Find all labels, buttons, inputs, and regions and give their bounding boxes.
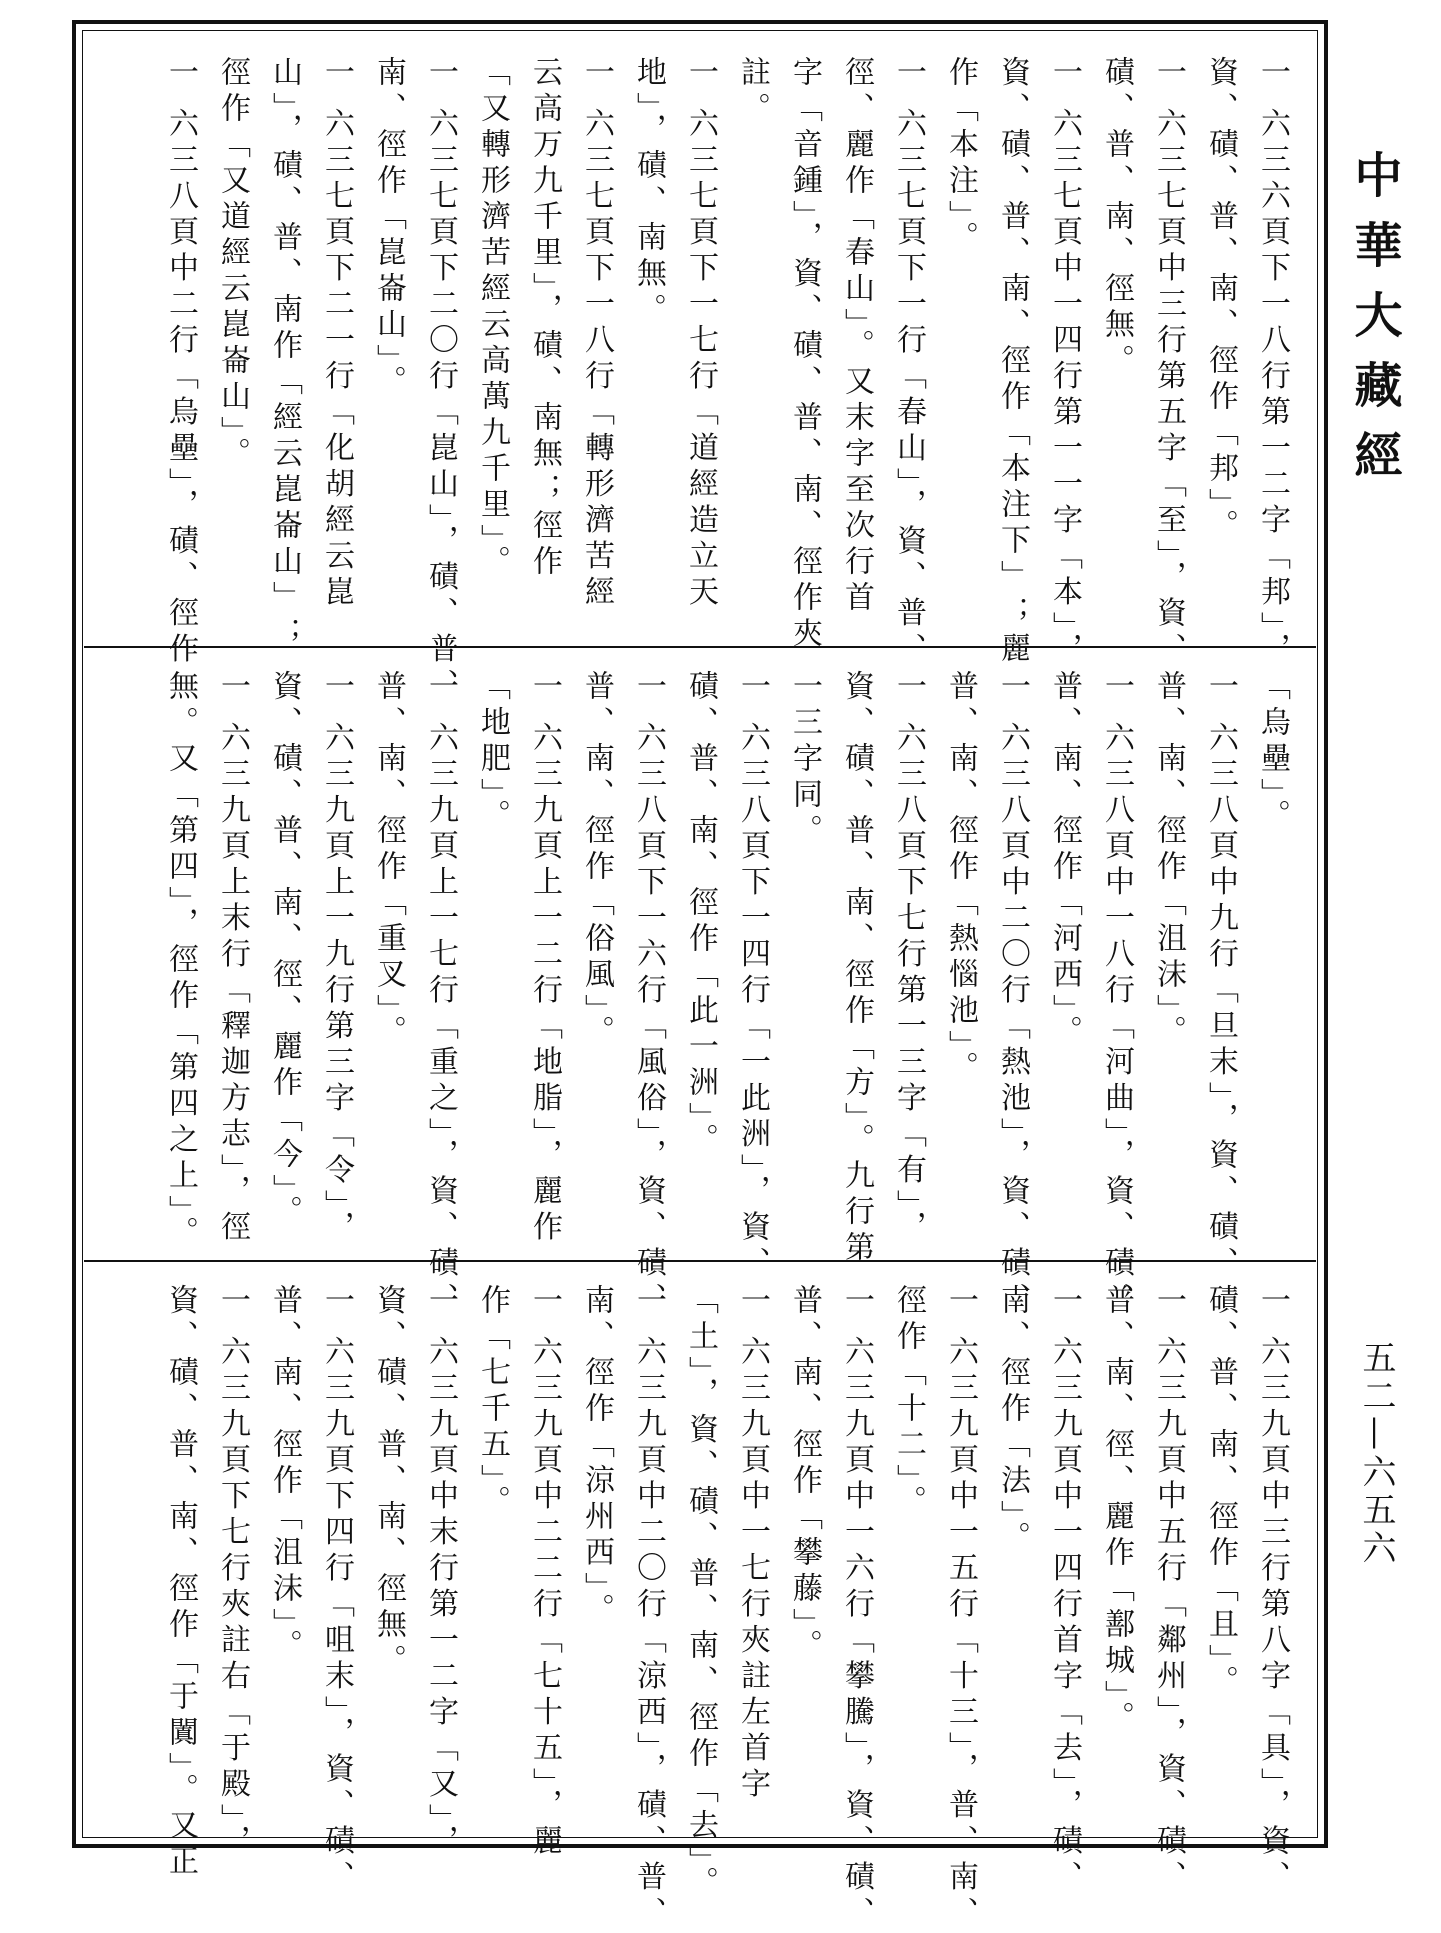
text-column: 一 六三九頁中五行「鄰州」，資、磧、: [1151, 1284, 1186, 1897]
text-column: 磧、普、南、徑作「此一洲」。: [683, 670, 718, 1159]
text-column: 普、南、徑作「攀藤」。: [787, 1284, 822, 1665]
sutra-title: 中華大藏經: [1346, 150, 1402, 500]
text-column: 一 六三八頁中一八行「河曲」，資、磧、: [1099, 670, 1134, 1319]
text-column: 地」，磧、南無。: [631, 56, 666, 329]
text-column: 作「本注」。: [943, 56, 978, 257]
text-column: 一 六三八頁中九行「旦末」，資、磧、: [1203, 670, 1238, 1283]
text-column: 一 六三九頁上一二行「地脂」，麗作: [527, 670, 562, 1247]
text-column: 「烏壘」。: [1255, 670, 1290, 835]
text-column: 資、磧、普、南、徑作「邦」。: [1203, 56, 1238, 545]
register-bottom: [84, 1260, 1316, 1933]
text-column: 一 六三七頁中三行第五字「至」，資、: [1151, 56, 1186, 669]
page-frame: [72, 20, 1328, 1933]
text-column: 一 六三九頁中三行第八字「具」，資、: [1255, 1284, 1290, 1897]
text-column: 一 六三七頁下一八行「轉形濟苦經: [579, 56, 614, 612]
text-column: 一 六三九頁上一九行第三字「令」，: [319, 670, 354, 1247]
text-column: 普、南、徑作「俗風」。: [579, 670, 614, 1051]
text-column: 一 六三八頁中二〇行「熱池」，資、磧、: [995, 670, 1030, 1319]
text-column: 一 六三九頁中一五行「十三」，普、南、: [943, 1284, 978, 1933]
text-column: 普、南、徑、麗作「鄯城」。: [1099, 1284, 1134, 1737]
column-group: [154, 56, 1298, 705]
text-column: 一 六三八頁下一四行「一此洲」，資、: [735, 670, 770, 1283]
text-column: 「又轉形濟苦經云高萬九千里」。: [475, 56, 510, 581]
text-column: 一 六三九頁中二二行「七十五」，麗: [527, 1284, 562, 1861]
text-column: 一 六三七頁中一四行第一一字「本」，: [1047, 56, 1082, 669]
text-column: 一 六三七頁下二〇行「崑山」，磧、普、: [423, 56, 458, 705]
text-column: 一 六三八頁中二行「烏壘」，磧、徑作: [163, 56, 198, 669]
register-middle: [84, 646, 1316, 1319]
text-column: 普、南、徑作「沮沫」。: [1151, 670, 1186, 1051]
text-column: 山」，磧、普、南作「經云崑崙山」；: [267, 56, 302, 653]
text-column: 一 六三八頁下一六行「風俗」，資、磧、: [631, 670, 666, 1319]
text-column: 一 六三七頁下二一行「化胡經云崑: [319, 56, 354, 612]
text-column: 字「音鍾」，資、磧、普、南、徑作夾: [787, 56, 822, 653]
text-column: 普、南、徑作「熱惱池」。: [943, 670, 978, 1087]
text-column: 一 六三九頁中二〇行「涼西」，磧、普、: [631, 1284, 666, 1933]
text-column: 南、徑作「法」。: [995, 1284, 1030, 1557]
text-column: 資、磧、普、南、徑、麗作「今」。: [267, 670, 302, 1231]
text-column: 一 六三七頁下一行「春山」，資、普、: [891, 56, 926, 669]
text-column: 一 六三七頁下一七行「道經造立天: [683, 56, 718, 612]
text-column: 無。又「第四」，徑作「第四之上」。: [163, 670, 198, 1252]
column-group: [154, 670, 1298, 1319]
text-column: 南、徑作「崑崙山」。: [371, 56, 406, 401]
text-column: 一三字同。: [787, 670, 822, 850]
text-column: 一 六三九頁下七行夾註右「于殿」，: [215, 1284, 250, 1861]
column-group: [154, 1284, 1298, 1933]
text-column: 資、磧、普、南、徑作「本注下」；麗: [995, 56, 1030, 668]
text-column: 云高万九千里」，磧、南無；徑作: [527, 56, 562, 581]
text-column: 「土」，資、磧、普、南、徑作「去」。: [683, 1284, 718, 1902]
text-column: 一 六三九頁中一四行首字「去」，磧、: [1047, 1284, 1082, 1897]
text-column: 註。: [735, 56, 770, 128]
page-number: 五二—六五六: [1356, 1340, 1396, 1568]
text-column: 磧、普、南、徑無。: [1099, 56, 1134, 380]
text-column: 一 六三八頁下七行第一三字「有」，: [891, 670, 926, 1247]
text-column: 南、徑作「涼州西」。: [579, 1284, 614, 1629]
text-column: 一 六三九頁中末行第一二字「又」，: [423, 1284, 458, 1861]
text-column: 「地肥」。: [475, 670, 510, 835]
register-top: [84, 34, 1316, 705]
text-column: 徑作「又道經云崑崙山」。: [215, 56, 250, 473]
text-column: 一 六三九頁中一六行「攀騰」，資、磧、: [839, 1284, 874, 1933]
text-column: 普、南、徑作「河西」。: [1047, 670, 1082, 1051]
text-column: 資、磧、普、南、徑作「于闐」。又正: [163, 1284, 198, 1881]
text-column: 一 六三九頁上一七行「重之」，資、磧、: [423, 670, 458, 1319]
text-column: 徑、麗作「春山」。又末字至次行首: [839, 56, 874, 617]
text-column: 一 六三九頁上末行「釋迦方志」，徑: [215, 670, 250, 1247]
text-column: 徑作「十二」。: [891, 1284, 926, 1521]
text-column: 普、南、徑作「沮沫」。: [267, 1284, 302, 1665]
text-column: 一 六三九頁中一七行夾註左首字: [735, 1284, 770, 1804]
text-column: 磧、普、南、徑作「且」。: [1203, 1284, 1238, 1701]
text-column: 普、南、徑作「重叉」。: [371, 670, 406, 1051]
text-column: 一 六三六頁下一八行第一二字「邦」，: [1255, 56, 1290, 669]
text-column: 作「七千五」。: [475, 1284, 510, 1521]
text-column: 一 六三九頁下四行「咀末」，資、磧、: [319, 1284, 354, 1897]
text-column: 資、磧、普、南、徑作「方」。九行第: [839, 670, 874, 1267]
text-column: 資、磧、普、南、徑無。: [371, 1284, 406, 1680]
